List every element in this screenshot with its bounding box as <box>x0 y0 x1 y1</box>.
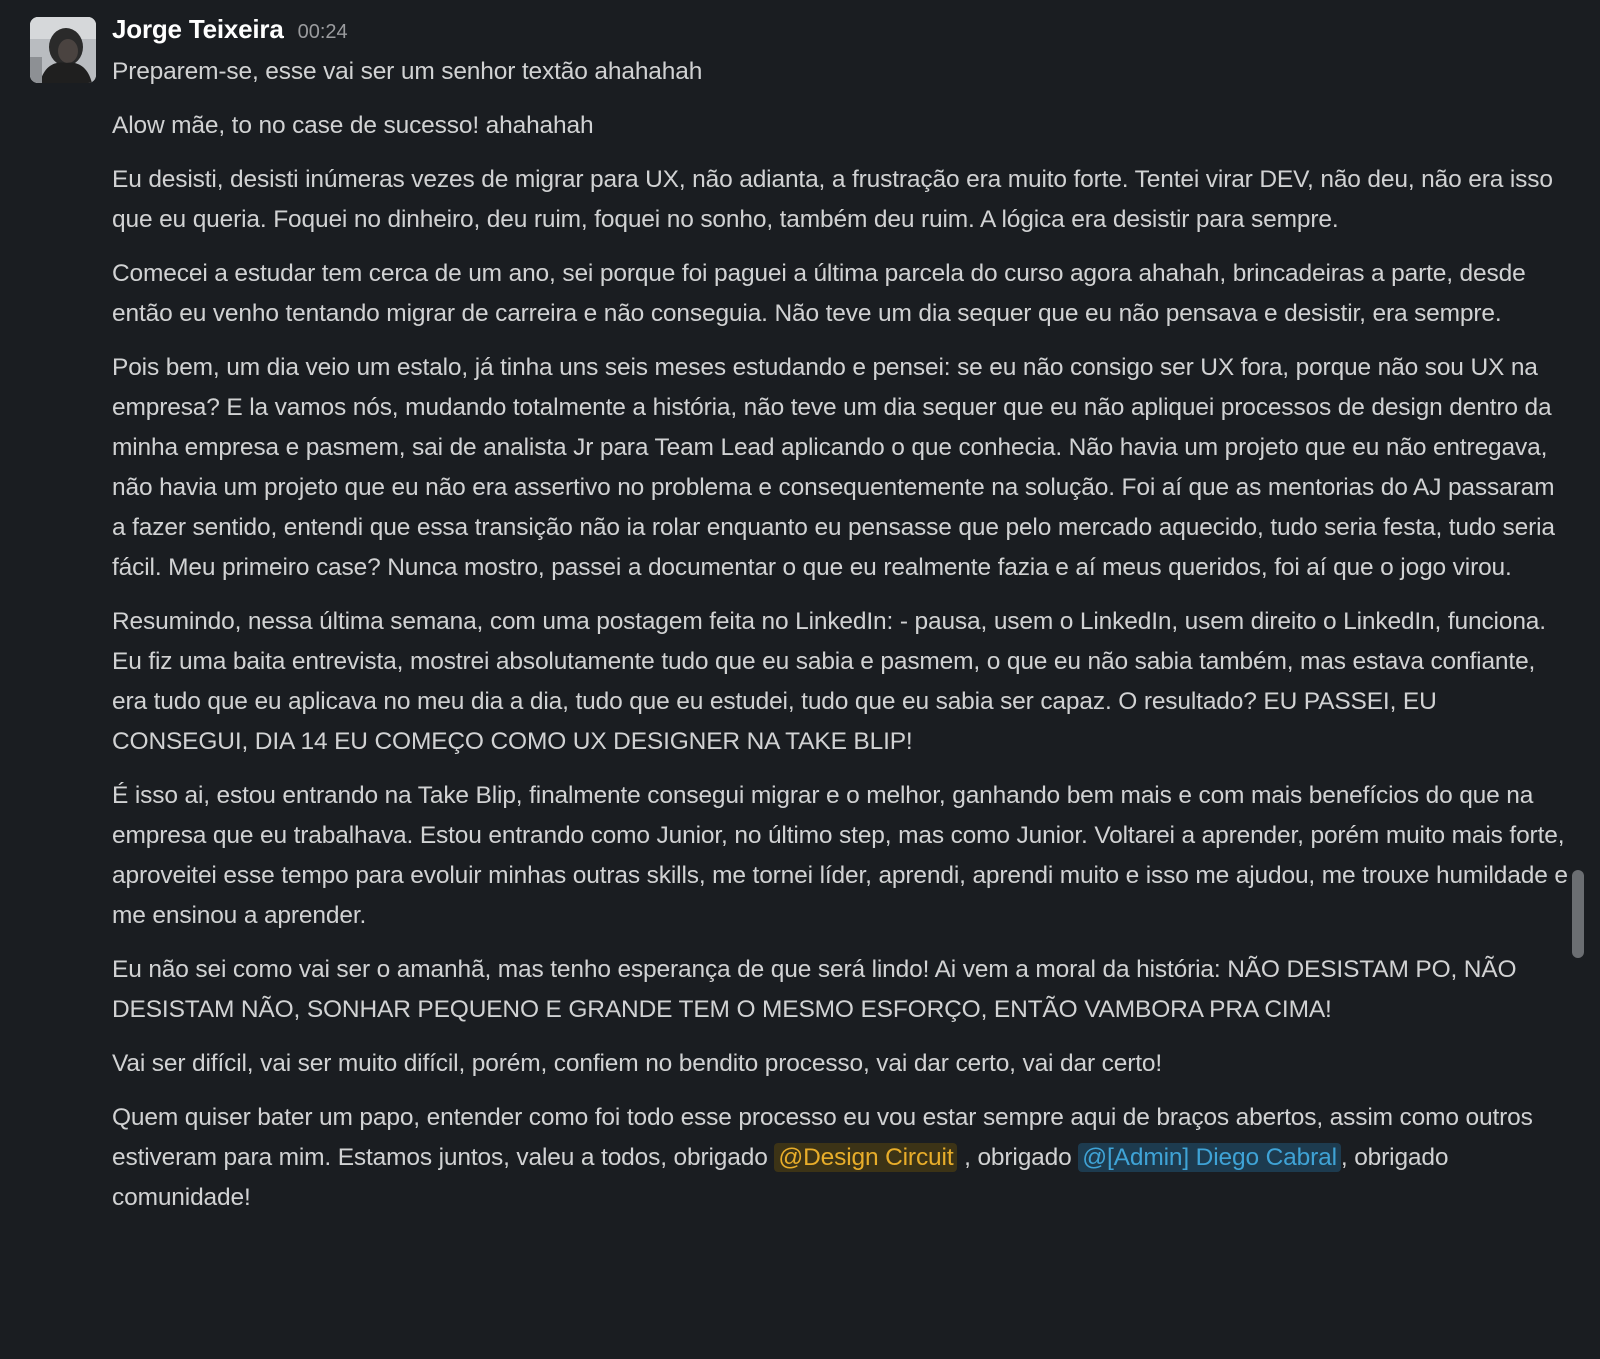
paragraph-text: , obrigado <box>957 1144 1079 1171</box>
message-header <box>112 14 1574 52</box>
message-paragraph: Eu não sei como vai ser o amanhã, mas tenho esperança de que será lindo! Ai vem a moral da história: NÃO DESISTAM PO, NÃO DESISTAM NÃO, SONHAR PEQUENO E GRANDE TEM O MESMO ESFORÇO, ENTÃO VAMBORA PRA CIMA! <box>112 956 1517 1023</box>
message-paragraph: Alow mãe, to no case de sucesso! ahahahah <box>112 112 594 139</box>
paragraph-text: Quem quiser bater um papo, entender como foi todo esse processo eu vou estar sempre aqui de braços abertos, assim como outros estiveram para mim. Estamos juntos, valeu a todos, obrigado <box>112 1104 1533 1171</box>
message-paragraph: Pois bem, um dia veio um estalo, já tinha uns seis meses estudando e pensei: se eu não consigo ser UX fora, porque não sou UX na empresa? E la vamos nós, mudando totalmente a história, não teve um dia sequer que eu não apliquei processos de design dentro da minha empresa e pasmem, sai de analista Jr para Team Lead aplicando o que conhecia. Não havia um projeto que eu não entregava, não havia um projeto que eu não era assertivo no problema e consequentemente na solução. Foi aí que as mentorias do AJ passaram a fazer sentido, entendi que essa transição não ia rolar enquanto eu pensasse que pelo mercado aquecido, tudo seria festa, tudo seria fácil. Meu primeiro case? Nunca mostro, passei a documentar o que eu realmente fazia e aí meus queridos, foi aí que o jogo virou. <box>112 354 1555 581</box>
mention-diego-cabral[interactable]: @[Admin] Diego Cabral <box>1078 1143 1341 1172</box>
message-paragraph: É isso ai, estou entrando na Take Blip, finalmente consegui migrar e o melhor, ganhando bem mais e com mais benefícios do que na empresa que eu trabalhava. Estou entrando como Junior, no último step, mas como Junior. Voltarei a aprender, porém muito mais forte, aproveitei esse tempo para evoluir minhas outras skills, me tornei líder, aprendi, aprendi muito e isso me ajudou, me trouxe humildade e me ensinou a aprender. <box>112 782 1568 929</box>
message-paragraph-last <box>112 1098 1574 1218</box>
message-paragraph: Eu desisti, desisti inúmeras vezes de migrar para UX, não adianta, a frustração era muito forte. Tentei virar DEV, não deu, não era isso que eu queria. Foquei no dinheiro, deu ruim, foquei no sonho, também deu ruim. A lógica era desistir para sempre. <box>112 166 1553 233</box>
message-paragraph: Preparem-se, esse vai ser um senhor textão ahahahah <box>112 58 703 85</box>
paragraph-text: , obrigado comunidade! <box>112 1144 1449 1211</box>
scrollbar-thumb[interactable] <box>1572 870 1584 958</box>
author-name[interactable]: Jorge Teixeira <box>112 14 284 44</box>
timestamp[interactable]: 00:24 <box>297 21 348 43</box>
person-photo-icon <box>30 17 96 83</box>
message-content <box>112 14 1574 1218</box>
message-paragraph: Comecei a estudar tem cerca de um ano, sei porque foi paguei a última parcela do curso agora ahahah, brincadeiras a parte, desde então eu venho tentando migrar de carreira e não conseguia. Não teve um dia sequer que eu não pensava e desistir, era sempre. <box>112 260 1526 327</box>
mention-design-circuit[interactable]: @Design Circuit <box>774 1143 957 1172</box>
message-paragraph: Vai ser difícil, vai ser muito difícil, porém, confiem no bendito processo, vai dar certo, vai dar certo! <box>112 1050 1163 1077</box>
avatar[interactable] <box>30 17 96 83</box>
message-paragraph: Resumindo, nessa última semana, com uma postagem feita no LinkedIn: - pausa, usem o LinkedIn, usem direito o LinkedIn, funciona. Eu fiz uma baita entrevista, mostrei absolutamente tudo que eu sabia e pasmem, o que eu não sabia também, mas estava confiante, era tudo que eu aplicava no meu dia a dia, tudo que eu estudei, tudo que eu sabia ser capaz. O resultado? EU PASSEI, EU CONSEGUI, DIA 14 EU COMEÇO COMO UX DESIGNER NA TAKE BLIP! <box>112 608 1546 755</box>
